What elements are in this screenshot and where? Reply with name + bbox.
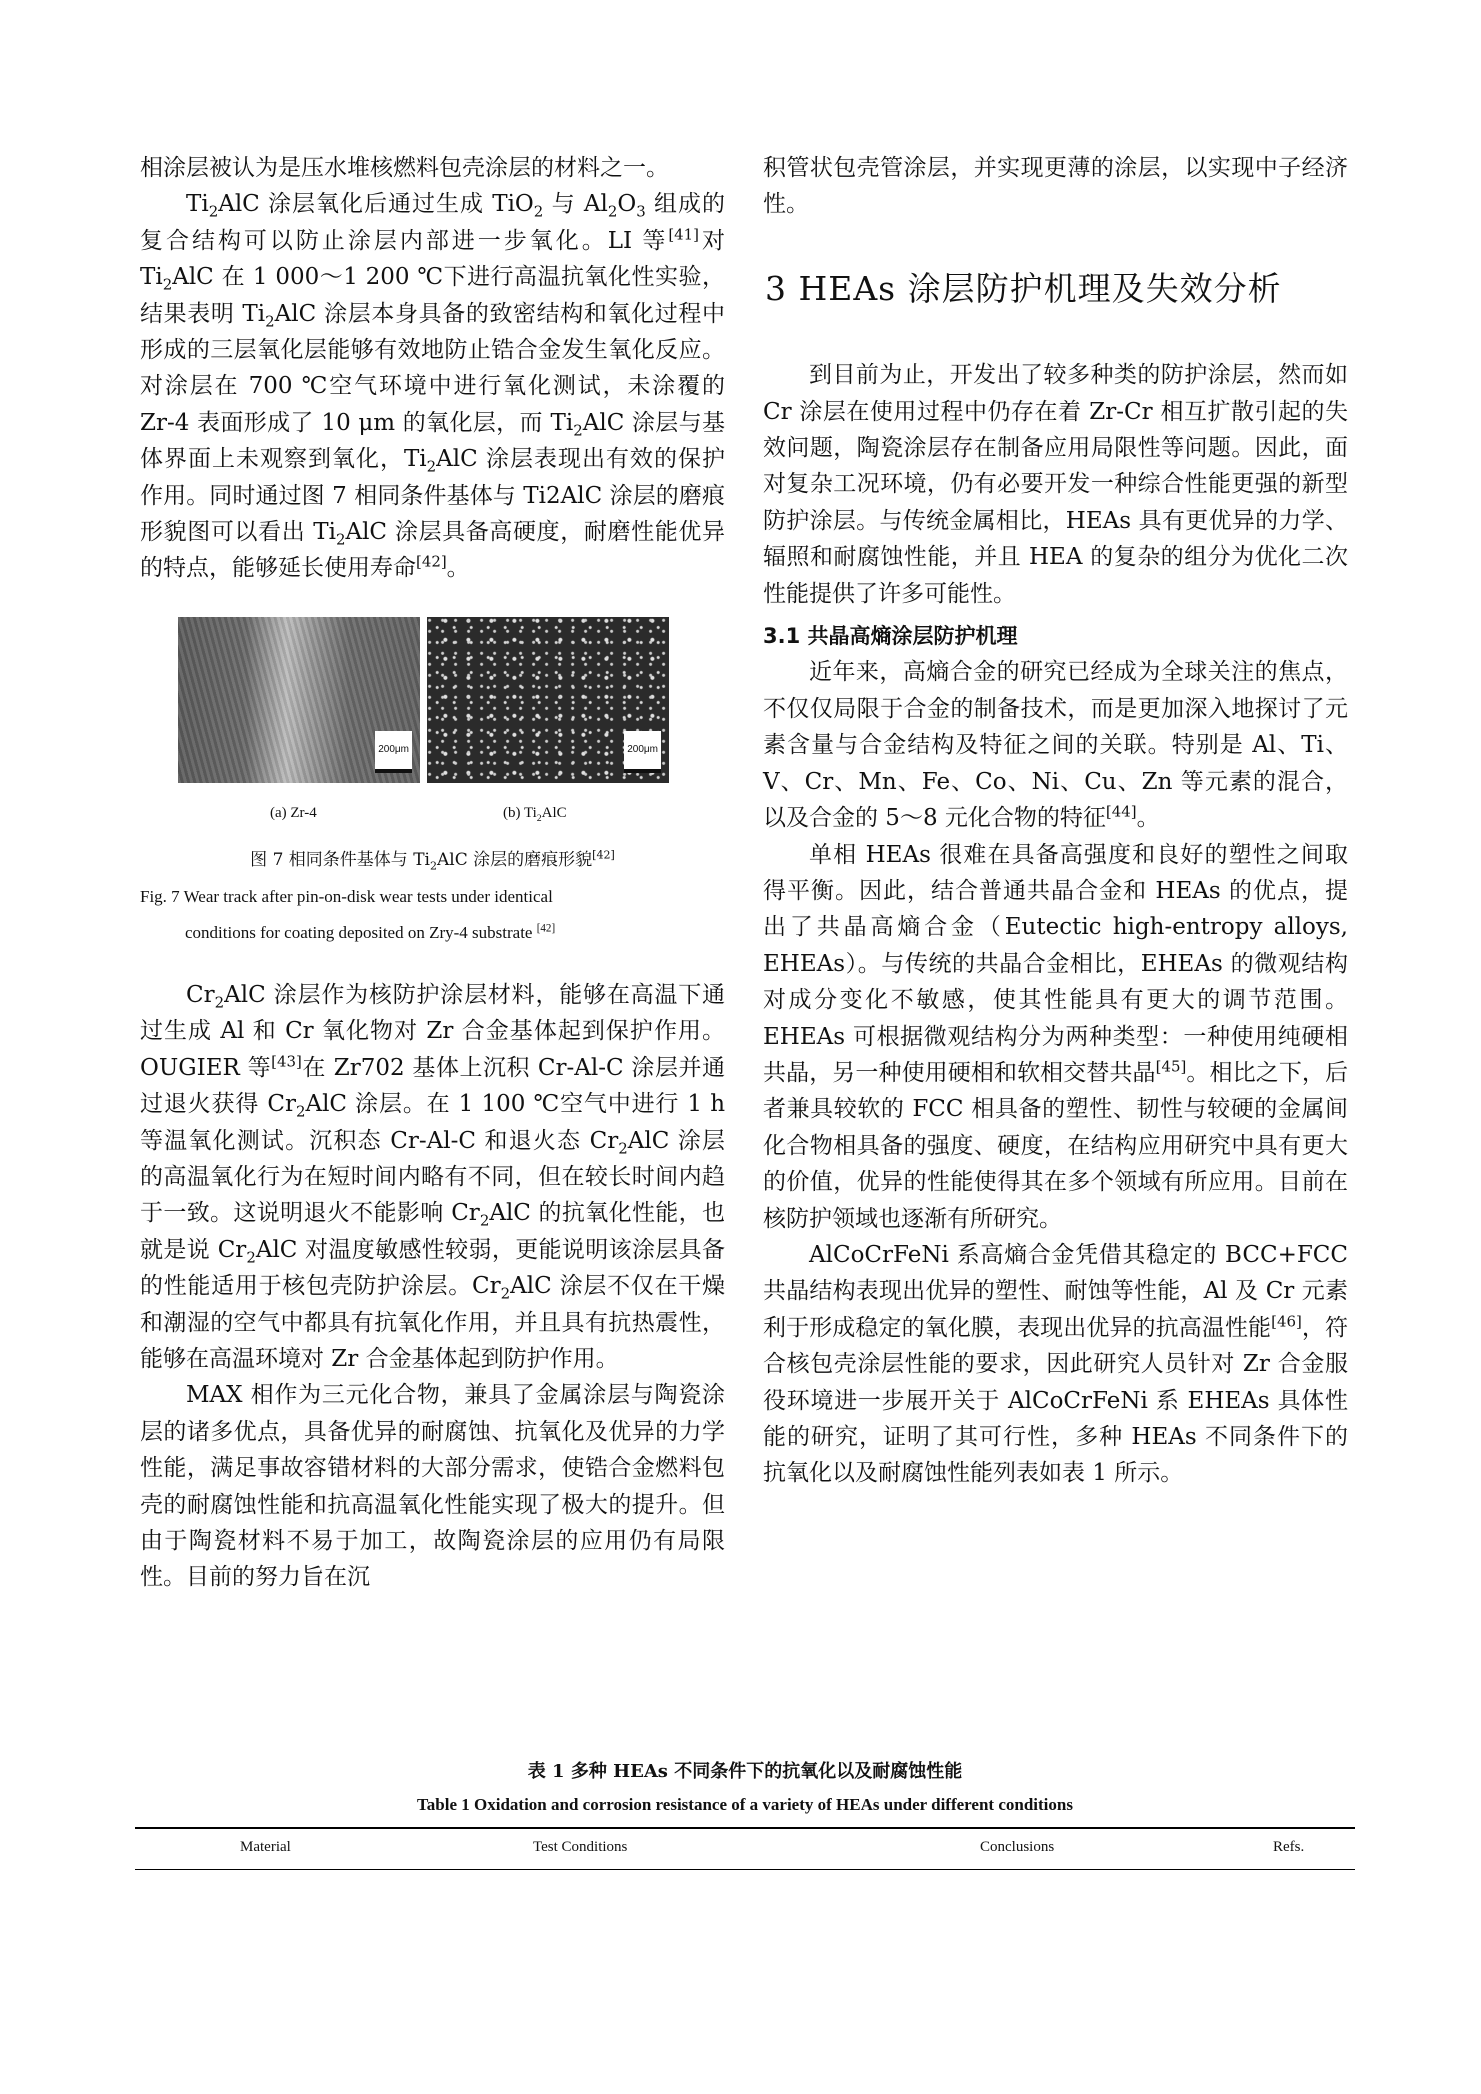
left-column [140, 150, 725, 1596]
table-1 [135, 1757, 1355, 1870]
paragraph: 单相 HEAs 很难在具备高强度和良好的塑性之间取得平衡。因此，结合普通共晶合金和 HEAs 的优点，提出了共晶高熵合金（Eutectic high-entropy alloys, EHEAs）。与传统的共晶合金相比，EHEAs 的微观结构对成分变化不敏感，使其性能具有更大的调节范围。EHEAs 可根据微观结构分为两种类型：一种使用纯硬相共晶，另一种使用硬相和软相交替共晶[45]。相比之下，后者兼具较软的 FCC 相具备的塑性、韧性与较硬的金属间化合物相具备的强度、硬度，在结构应用研究中具有更大的价值，优异的性能使得其在多个领域有所应用。目前在核防护领域也逐渐有所研究。 [763, 841, 1349, 1232]
figure-sublabel-a: (a) Zr-4 [270, 804, 317, 821]
micrograph-ti2alc [427, 617, 669, 783]
citation: [41] [668, 225, 700, 244]
table-title-en: Table 1 Oxidation and corrosion resistance of a variety of HEAs under different conditions [417, 1795, 1073, 1814]
table-title-cn: 表 1 多种 HEAs 不同条件下的抗氧化以及耐腐蚀性能 [527, 1761, 963, 1782]
citation: [45] [1155, 1057, 1187, 1076]
citation: [42] [416, 552, 447, 571]
micrograph-zr4 [178, 617, 420, 783]
citation: [43] [271, 1052, 302, 1071]
table-header-conclusions: Conclusions [980, 1839, 1055, 1855]
scale-bar: 200μm [375, 731, 412, 772]
paragraph: MAX 相作为三元化合物，兼具了金属涂层与陶瓷涂层的诸多优点，具备优异的耐腐蚀、抗氧化及优异的力学性能，满足事故容错材料的大部分需求，使锆合金燃料包壳的耐腐蚀性能和抗高温氧化性能实现了极大的提升。但由于陶瓷材料不易于加工，故陶瓷涂层的应用仍有局限性。目前的努力旨在沉 [140, 1382, 725, 1591]
table-header-refs: Refs. [1273, 1839, 1305, 1855]
table-header-material: Material [240, 1839, 291, 1855]
scale-bar: 200μm [624, 731, 661, 772]
figure-sublabel-b: (b) $Ti_2AlC$ [503, 804, 567, 824]
figure-7 [140, 617, 725, 977]
right-column [763, 150, 1348, 1492]
paragraph: 到目前为止，开发出了较多种类的防护涂层，然而如 Cr 涂层在使用过程中仍存在着 Zr-Cr 相互扩散引起的失效问题，陶瓷涂层存在制备应用局限性等问题。因此，面对复杂工况环境，仍有必要开发一种综合性能更强的新型防护涂层。与传统金属相比，HEAs 具有更优异的力学、辐照和耐腐蚀性能，并且 HEA 的复杂的组分为优化二次性能提供了许多可能性。 [763, 362, 1348, 607]
paragraph: 近年来，高熵合金的研究已经成为全球关注的焦点，不仅仅局限于合金的制备技术，而是更加深入地探讨了元素含量与合金结构及特征之间的关联。特别是 Al、Ti、V、Cr、Mn、Fe、Co、Ni、Cu、Zn 等元素的混合，以及合金的 5～8 元化合物的特征[44]。 [763, 659, 1348, 832]
paragraph: $Cr_2AlC$ 涂层作为核防护涂层材料，能够在高温下通过生成 Al 和 Cr 氧化物对 Zr 合金基体起到保护作用。OUGIER 等[43]在 Zr702 基体上沉积 Cr-Al-C 涂层并通过退火获得 $Cr_2AlC$ 涂层。在 1 100 ℃空气中进行 1 h 等温氧化测试。沉积态 Cr-Al-C 和退火态 $Cr_2AlC$ 涂层的高温氧化行为在短时间内略有不同，但在较长时间内趋于一致。这说明退火不能影响 $Cr_2AlC$ 的抗氧化性能，也就是说 $Cr_2AlC$ 对温度敏感性较弱，更能说明该涂层具备的性能适用于核包壳防护涂层。$Cr_2AlC$ 涂层不仅在干燥和潮湿的空气中都具有抗氧化作用，并且具有抗热震性，能够在高温环境对 Zr 合金基体起到防护作用。 [140, 981, 726, 1372]
paragraph: $Ti_2AlC$ 涂层氧化后通过生成 TiO$_2$ 与 $Al_2O_3$ 组成的复合结构可以防止涂层内部进一步氧化。LI 等[41]对 $Ti_2AlC$ 在 1 000～1 200 ℃下进行高温抗氧化性实验，结果表明 $Ti_2AlC$ 涂层本身具备的致密结构和氧化过程中形成的三层氧化层能够有效地防止锆合金发生氧化反应。对涂层在 700 ℃空气环境中进行氧化测试，未涂覆的 Zr-4 表面形成了 10 μm 的氧化层，而 $Ti_2AlC$ 涂层与基体界面上未观察到氧化，$Ti_2AlC$ 涂层表现出有效的保护作用。同时通过图 7 相同条件基体与 Ti2AlC 涂层的磨痕形貌图可以看出 $Ti_2AlC$ 涂层具备高硬度，耐磨性能优异的特点，能够延长使用寿命[42]。 [140, 191, 726, 582]
paragraph: AlCoCrFeNi 系高熵合金凭借其稳定的 BCC+FCC 共晶结构表现出优异的塑性、耐蚀等性能，Al 及 Cr 元素利于形成稳定的氧化膜，表现出优异的抗高温性能[46]，符合核包壳涂层性能的要求，因此研究人员针对 Zr 合金服役环境进一步展开关于 AlCoCrFeNi 系 EHEAs 具体性能的研究，证明了其可行性，多种 HEAs 不同条件下的抗氧化以及耐腐蚀性能列表如表 1 所示。 [763, 1241, 1349, 1487]
figure-caption-cn: 图 7 相同条件基体与 $Ti_2AlC$ 涂层的磨痕形貌[42] [250, 848, 615, 873]
citation: [44] [1105, 802, 1137, 821]
section-title: 3 HEAs 涂层防护机理及失效分析 [765, 268, 1282, 308]
figure-caption-en: Fig. 7 Wear track after pin-on-disk wear tests under identical conditions for coating deposited on Zry-4 substrate [42] [140, 886, 556, 942]
table-header-row [135, 1827, 1355, 1870]
citation: [46] [1271, 1312, 1302, 1331]
subsection-title: 3.1 共晶高熵涂层防护机理 [763, 624, 1018, 649]
table-header-test-conditions: Test Conditions [533, 1839, 628, 1855]
paragraph: 积管状包壳管涂层，并实现更薄的涂层，以实现中子经济性。 [763, 155, 1348, 218]
paragraph: 相涂层被认为是压水堆核燃料包壳涂层的材料之一。 [140, 155, 669, 181]
